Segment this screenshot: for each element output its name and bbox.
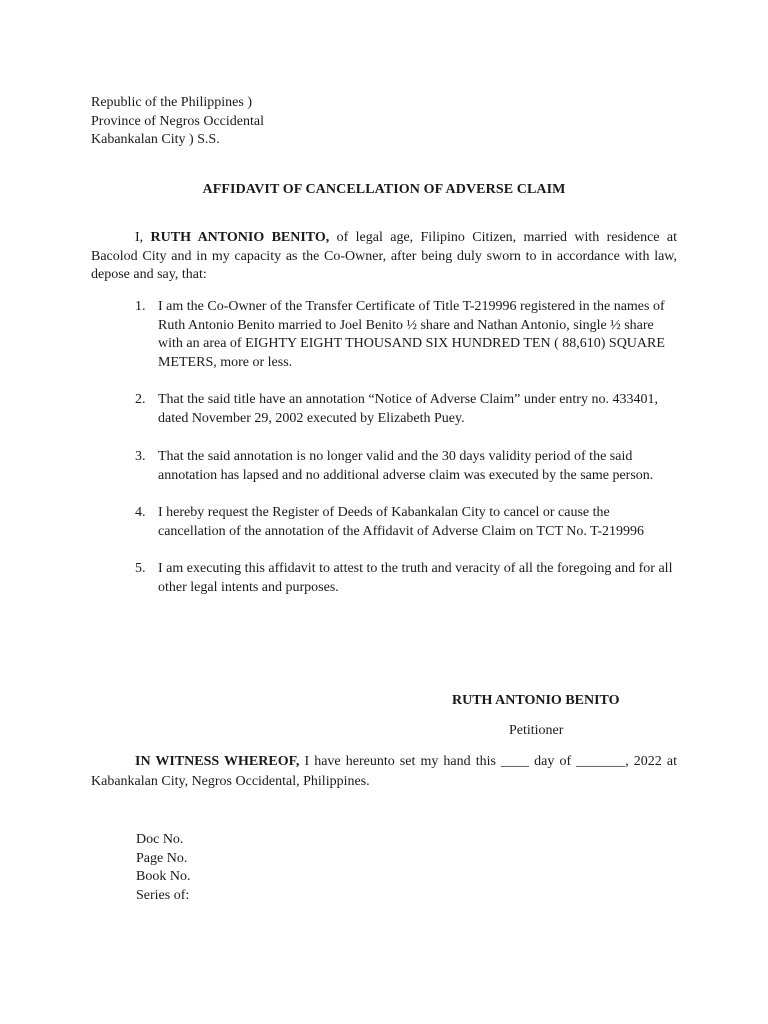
statement-text: I hereby request the Register of Deeds of Kabankalan City to cancel or cause the cancellation of the annotation of the Affidavit of Adverse Claim on TCT No. T-219996 xyxy=(158,505,645,539)
series-label: Series of: xyxy=(136,887,190,903)
signatory-name: RUTH ANTONIO BENITO xyxy=(452,693,620,708)
witness-paragraph xyxy=(91,752,677,792)
statement-text: That the said title have an annotation “Notice of Adverse Claim” under entry no. 433401, dated November 29, 2002 executed by Elizabeth Puey. xyxy=(158,392,658,426)
page-no-label: Page No. xyxy=(136,850,188,866)
intro-prefix: I, xyxy=(135,230,151,245)
intro-text: of legal age, Filipino Citizen, married with residence at Bacolod City and in my capacity as the Co-Owner, after being duly sworn to in accordance with law, depose and say, that: xyxy=(91,230,677,282)
statement-number: 3. xyxy=(135,449,146,464)
venue-line-republic: Republic of the Philippines ) xyxy=(91,95,252,110)
statement-item xyxy=(91,448,677,485)
numbered-statements xyxy=(91,298,677,597)
venue-block xyxy=(91,94,264,150)
statement-number: 4. xyxy=(135,505,146,520)
statement-text: I am the Co-Owner of the Transfer Certificate of Title T-219996 registered in the names of Ruth Antonio Benito married to Joel Benito ½ share and Nathan Antonio, single ½ share with an area of EIGHTY EIGHT THOUSAND SIX HUNDRED TEN ( 88,610) SQUARE METERS, more or less. xyxy=(158,299,665,370)
signatory-role: Petitioner xyxy=(509,723,564,738)
statement-item xyxy=(91,298,677,372)
venue-line-city: Kabankalan City ) S.S. xyxy=(91,132,220,147)
witness-lead: IN WITNESS WHEREOF, xyxy=(135,754,300,769)
affiant-name: RUTH ANTONIO BENITO, xyxy=(150,230,330,245)
statement-item xyxy=(91,504,677,541)
document-title: AFFIDAVIT OF CANCELLATION OF ADVERSE CLAIM xyxy=(202,182,566,197)
intro-paragraph xyxy=(91,229,677,285)
venue-line-province: Province of Negros Occidental xyxy=(91,113,264,129)
statement-item xyxy=(91,560,677,597)
statement-number: 2. xyxy=(135,392,146,407)
witness-text: I have hereunto set my hand this ____ day of _______, 2022 at Kabankalan City, Negros Occidental, Philippines. xyxy=(91,754,677,789)
book-no-label: Book No. xyxy=(136,869,191,884)
statement-number: 5. xyxy=(135,561,146,576)
statement-text: That the said annotation is no longer valid and the 30 days validity period of the said annotation has lapsed and no additional adverse claim was executed by the same person. xyxy=(158,449,654,483)
statement-number: 1. xyxy=(135,299,146,314)
doc-no-label: Doc No. xyxy=(136,832,184,847)
statement-text: I am executing this affidavit to attest to the truth and veracity of all the foregoing and for all other legal intents and purposes. xyxy=(158,561,673,595)
statement-item xyxy=(91,391,677,428)
notarial-register-block xyxy=(136,831,190,905)
